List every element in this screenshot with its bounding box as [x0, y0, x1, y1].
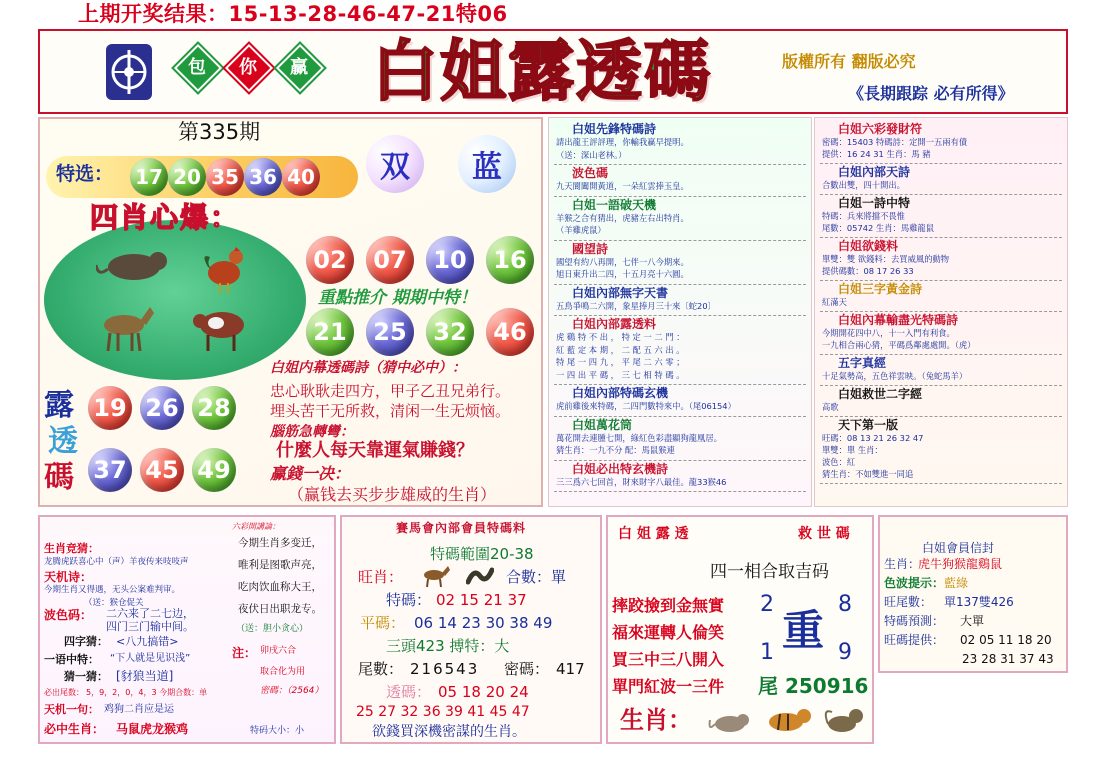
- br-wm2: 23 28 31 37 43: [962, 652, 1054, 666]
- bm-tou-label: 透碼：: [386, 683, 432, 701]
- section-divider: [554, 460, 806, 461]
- section-line: 單雙：單 生肖：: [822, 445, 883, 455]
- section-divider: [554, 315, 806, 316]
- section-title: 白姐一語破天機: [572, 197, 657, 212]
- zhu-label: 注：: [232, 646, 257, 660]
- bm-pingma: 06 14 23 30 38 49: [414, 614, 553, 632]
- zodiac-row2-ball: 21: [306, 308, 354, 356]
- tjyj-text: 鸡狗二肖应是运: [104, 704, 174, 715]
- zodiac-row1-ball: 07: [366, 236, 414, 284]
- section-title: 白姐內幕輸盡光特碼詩: [838, 313, 959, 327]
- brm-num-4: 9: [838, 640, 852, 665]
- brm-line-1: 摔跤撿到金無實: [612, 596, 725, 615]
- bm-mima-label: 密碼：: [504, 660, 550, 678]
- bs-line1: 二六来了二七边，: [106, 607, 194, 620]
- section-divider: [820, 354, 1062, 355]
- section-divider: [820, 416, 1062, 417]
- bm-tema: 02 15 21 37: [436, 591, 527, 609]
- last-result: 上期开奖结果：15-13-28-46-47-21特06: [78, 2, 508, 26]
- four-zodiac-title: 四肖心爆：: [90, 201, 241, 234]
- bottom-member-panel: [878, 515, 1068, 673]
- br-color: 藍綠: [944, 576, 969, 590]
- section-title: 白姐三字黃金詩: [838, 282, 923, 296]
- brm-num-2: 8: [838, 592, 852, 617]
- bz-label: 必中生肖：: [44, 722, 105, 736]
- section-title: 白姐內部露透料: [572, 317, 657, 331]
- yyzt-label: 一语中特：: [44, 653, 99, 666]
- zodiac-row2-ball: 46: [486, 308, 534, 356]
- ma-char: 碼: [44, 460, 74, 495]
- cyc-label: 猜一猜：: [64, 670, 108, 683]
- tesuan-ball: 20: [168, 158, 206, 196]
- brm-num-1: 2: [760, 592, 774, 617]
- section-line: 十足氣勢高，五色祥雲映。（兔蛇馬羊）: [822, 371, 968, 381]
- bc-label: 必出尾数：: [44, 688, 84, 697]
- section-title: 波色碼: [572, 166, 609, 180]
- section-line: 高歌: [822, 402, 839, 412]
- section-line: （羊雞虎鼠）: [556, 225, 606, 235]
- br-tp: 大單: [960, 614, 985, 628]
- lou-row1-ball: 28: [192, 386, 236, 430]
- section-line: 猜生肖：不如雙進一同追: [822, 469, 914, 479]
- zhu-line2: 取合化为用: [260, 667, 306, 677]
- section-title: 五字真經: [838, 356, 887, 370]
- cyc-text: [豺狼当道]: [116, 669, 174, 683]
- section-line: 旭日東升出二四，十五月亮十六圓。: [556, 269, 689, 279]
- section-line: 紅 藍 定 本 期 ， 二 配 五 六 出 。: [556, 344, 685, 355]
- section-line: 九天閬闔開黃道，一朵紅雲捧玉皇。: [556, 181, 689, 191]
- lou-row2-ball: 49: [192, 448, 236, 492]
- section-divider: [820, 280, 1062, 281]
- section-divider: [554, 491, 806, 492]
- zodiac-row2-ball: 25: [366, 308, 414, 356]
- poem-head: 六彩開講論：: [232, 522, 280, 531]
- tesuan-label: 特选：: [56, 163, 114, 185]
- section-line: 單雙：雙 欲錢料：去買威風的動物: [822, 254, 950, 264]
- section-line: 虎 鷄 特 不 出 ， 特 定 一 二 門 ：: [556, 332, 685, 342]
- double-label: 双: [380, 150, 410, 185]
- section-line: 特碼：兵來將擋不畏惟: [822, 211, 905, 221]
- brm-line-4: 單門紅波一三件: [612, 677, 725, 696]
- bm-title: 賽馬會內部會員特碼料: [396, 521, 527, 535]
- section-divider: [820, 483, 1062, 484]
- yyzt-text: “下人就是见识浅”: [110, 653, 191, 664]
- brm-line-3: 買三中三八開入: [612, 650, 725, 669]
- br-tp-label: 特碼預測：: [884, 614, 945, 628]
- bz-text: 马鼠虎龙猴鸡: [116, 722, 189, 736]
- section-line: 特 尾 一 四 九 ， 平 尾 二 六 零 ；: [556, 357, 685, 367]
- section-line: 今期開花四中八，十一入門有利食。: [822, 328, 955, 338]
- bl-mima: 密碼：（2564）: [260, 686, 324, 696]
- zodiac-ellipse: [44, 220, 306, 380]
- win-answer: （赢钱去买步步雄威的生肖）: [288, 485, 497, 504]
- tesuan-ball: 40: [282, 158, 320, 196]
- bm-tema-label: 特碼：: [386, 591, 432, 609]
- brm-line-2: 福來運轉人倫笑: [612, 623, 725, 642]
- section-title: 白姐救世二字經: [838, 387, 923, 401]
- section-divider: [820, 385, 1062, 386]
- tou-char: 透: [48, 424, 78, 459]
- tesuan-ball: 36: [244, 158, 282, 196]
- section-line: 一 四 出 平 碼 ， 三 七 相 特 碼 。: [556, 369, 685, 380]
- zodiac-row1-ball: 02: [306, 236, 354, 284]
- br-sx: 虎牛狗猴龍鷄鼠: [918, 557, 1003, 571]
- bm-range: 特碼範圍20-38: [430, 545, 534, 563]
- section-line: 國望有約八再開，七伴一八今期來。: [556, 256, 689, 267]
- tmdx: 特码大小：小: [250, 726, 305, 736]
- banner: 重點推介 期期中特！: [318, 288, 477, 308]
- section-title: 白姐內部無字天書: [572, 285, 669, 300]
- zodiac-row1-ball: 10: [426, 236, 474, 284]
- bm-footer: 欲錢買深機密謀的生肖。: [372, 724, 526, 740]
- section-divider: [554, 164, 806, 165]
- logo-seal-icon: [104, 42, 154, 102]
- bm-tou: 05 18 20 24: [438, 683, 529, 701]
- double-badge: [366, 135, 424, 193]
- slogan: 《長期跟踪 必有所得》: [848, 84, 1014, 103]
- section-title: 國望詩: [572, 241, 609, 256]
- section-divider: [554, 416, 806, 417]
- tesuan-ball: 17: [130, 158, 168, 196]
- ox-icon: [192, 303, 252, 353]
- zodiac-row1-ball: 16: [486, 236, 534, 284]
- brm-sx-label: 生肖：: [620, 706, 692, 734]
- section-line: 萬花開去連腫七開，綠紅色彩盡顯狗龍凰居。: [556, 432, 722, 443]
- section-divider: [820, 194, 1062, 195]
- section-title: 天下第一版: [838, 418, 899, 432]
- section-line: 虎前雞後來特碼，二四門數特來中。（尾06154）: [556, 401, 736, 411]
- bl-poem-1: 今期生肖多变迁，: [238, 537, 322, 549]
- section-line: 合數出雙，四十開出。: [822, 180, 905, 190]
- brm-subtitle: 四一相合取吉码: [710, 562, 829, 582]
- sx-label: 生肖竞猜：: [44, 542, 99, 555]
- section-line: 猜生肖：一九不分 配：馬鼠猴連: [556, 445, 675, 455]
- lou-row1-ball: 19: [88, 386, 132, 430]
- section-title: 白姐六彩發財符: [838, 122, 923, 136]
- bl-poem-4: 夜伏日出职龙专。: [238, 603, 322, 615]
- br-ws: 單137雙426: [944, 595, 1014, 609]
- monkey-small-icon: [822, 704, 866, 736]
- lou-row2-ball: 45: [140, 448, 184, 492]
- section-divider: [820, 163, 1062, 164]
- section-line: （送：深山老林。）: [556, 149, 627, 160]
- section-divider: [554, 240, 806, 241]
- section-line: 提供碼數：08 17 26 33: [822, 266, 914, 276]
- section-line: 紅滿天: [822, 297, 847, 307]
- tj-text: 今期生肖又得遇，无头公案难判审。: [44, 585, 181, 595]
- zhu-line1: 卯戌六合: [260, 646, 297, 656]
- brm-title-left: 白 姐 露 透: [618, 526, 689, 542]
- br-ws-label: 旺尾數：: [884, 595, 933, 609]
- section-title: 白姐一詩中特: [838, 196, 911, 210]
- tesuan-ball: 35: [206, 158, 244, 196]
- section-divider: [554, 284, 806, 285]
- section-line: 請出龍王評評理，你輸我赢早提明。: [556, 137, 689, 147]
- lou-char: 露: [44, 388, 74, 423]
- section-title: 白姐內部天詩: [838, 165, 911, 179]
- brm-wei: 尾 250916: [758, 674, 869, 698]
- section-title: 白姐先鋒特碼詩: [572, 122, 657, 136]
- issue-number: 第335期: [178, 120, 261, 144]
- bl-poem-2: 唯利是图歌声亮，: [238, 559, 322, 571]
- rat-small-icon: [708, 706, 752, 736]
- br-wm1: 02 05 11 18 20: [960, 633, 1052, 647]
- poem-line1: 忠心耿耿走四方，甲子乙丑兄弟行。: [270, 382, 511, 400]
- win-title: 赢錢一决：: [270, 464, 351, 483]
- rat-icon: [96, 243, 172, 285]
- rooster-icon: [200, 243, 250, 295]
- section-divider: [820, 311, 1062, 312]
- badge-text-2: 你: [239, 57, 257, 78]
- section-title: 白姐必出特玄機詩: [572, 461, 669, 476]
- horse-icon: [94, 303, 156, 353]
- riddle-title: 腦筋急轉彎：: [270, 424, 354, 440]
- badge-text-1: 包: [188, 57, 206, 78]
- bm-weishu: 216543: [410, 660, 480, 678]
- bm-weishu-label: 尾數：: [358, 660, 404, 678]
- section-line: 提供：16 24 31 生肖：馬 豬: [822, 149, 931, 159]
- tj-send: （送：猴仓促关: [84, 598, 144, 608]
- szc-text: <八九搞错>: [116, 635, 179, 648]
- poem-title: 白姐内幕透碼詩（猜中必中）：: [270, 360, 466, 376]
- section-title: 白姐萬花筒: [572, 417, 633, 432]
- blue-label: 蓝: [472, 150, 502, 185]
- bl-poem-3: 吃肉饮血称大王，: [238, 581, 322, 593]
- bm-tou-line2: 25 27 32 36 39 41 45 47: [356, 704, 530, 720]
- tiger-small-icon: [764, 704, 812, 736]
- main-title: 白姐露透碼: [372, 33, 712, 110]
- section-line: 羊猴之合有猜出，虎豬左右出特肖。: [556, 212, 689, 223]
- section-line: 尾數：05742 生肖：馬雞龍鼠: [822, 223, 935, 233]
- bc-text: 5，9，2，0，4，3 今期合数：单: [86, 688, 208, 697]
- br-sx-label: 生肖：: [884, 557, 921, 571]
- copyright: 版權所有 翻版必究: [782, 52, 916, 71]
- section-line: 五鳥爭鳴二六開，象星捧月三十來〔蛇20〕: [556, 300, 716, 311]
- tjyj-label: 天机一句：: [44, 703, 99, 716]
- brm-title-right: 救 世 碼: [798, 526, 850, 542]
- zodiac-row2-ball: 32: [426, 308, 474, 356]
- section-divider: [554, 384, 806, 385]
- szc-label: 四字猜：: [64, 635, 108, 648]
- lou-row1-ball: 26: [140, 386, 184, 430]
- section-line: 一九相合兩心猜，平碼爲鄰處處開。（虎）: [822, 340, 976, 350]
- bs-line2: 四门三门输中间。: [106, 620, 194, 633]
- br-title: 白姐會員信封: [922, 541, 995, 555]
- bm-santou: 三頭423 搏特：大: [386, 637, 510, 655]
- bm-pingma-label: 平碼：: [360, 614, 406, 632]
- section-line: 波色：紅: [822, 457, 856, 467]
- lou-row2-ball: 37: [88, 448, 132, 492]
- riddle-question: 什麼人每天靠運氣賺錢？: [276, 440, 474, 461]
- bm-wangxiao-label: 旺肖：: [358, 568, 404, 586]
- badge-text-3: 赢: [290, 57, 308, 78]
- tj-label: 天机诗：: [44, 570, 93, 584]
- section-title: 白姐內部特碼玄機: [572, 386, 669, 400]
- snake-small-icon: [466, 564, 494, 588]
- br-color-label: 色波提示：: [884, 576, 945, 590]
- brm-zhong: 重: [782, 606, 825, 655]
- blue-badge: [458, 135, 516, 193]
- horse-small-icon: [420, 564, 452, 588]
- poem-send: （送：胆小贪心）: [236, 624, 309, 634]
- section-divider: [554, 196, 806, 197]
- bm-heshu: 合數：單: [506, 568, 567, 586]
- bs-label: 波色码：: [44, 608, 93, 622]
- bm-mima: 417: [556, 660, 585, 678]
- br-wm-label: 旺碼提供：: [884, 633, 945, 647]
- sx-text: 龙腾虎跃喜心中（声）羊夜传来吱吱声: [44, 557, 189, 567]
- section-divider: [820, 237, 1062, 238]
- section-line: 密碼：15403 特碼詩：定開一五兩有債: [822, 137, 968, 147]
- section-title: 白姐欲錢料: [838, 239, 899, 253]
- section-line: 三三爲六七回首，財來財字八最佳。龍33猴46: [556, 476, 727, 487]
- brm-num-3: 1: [760, 640, 774, 665]
- section-line: 旺碼：08 13 21 26 32 47: [822, 433, 924, 443]
- poem-line2: 埋头苦干无所救，清闲一生无烦恼。: [270, 402, 511, 420]
